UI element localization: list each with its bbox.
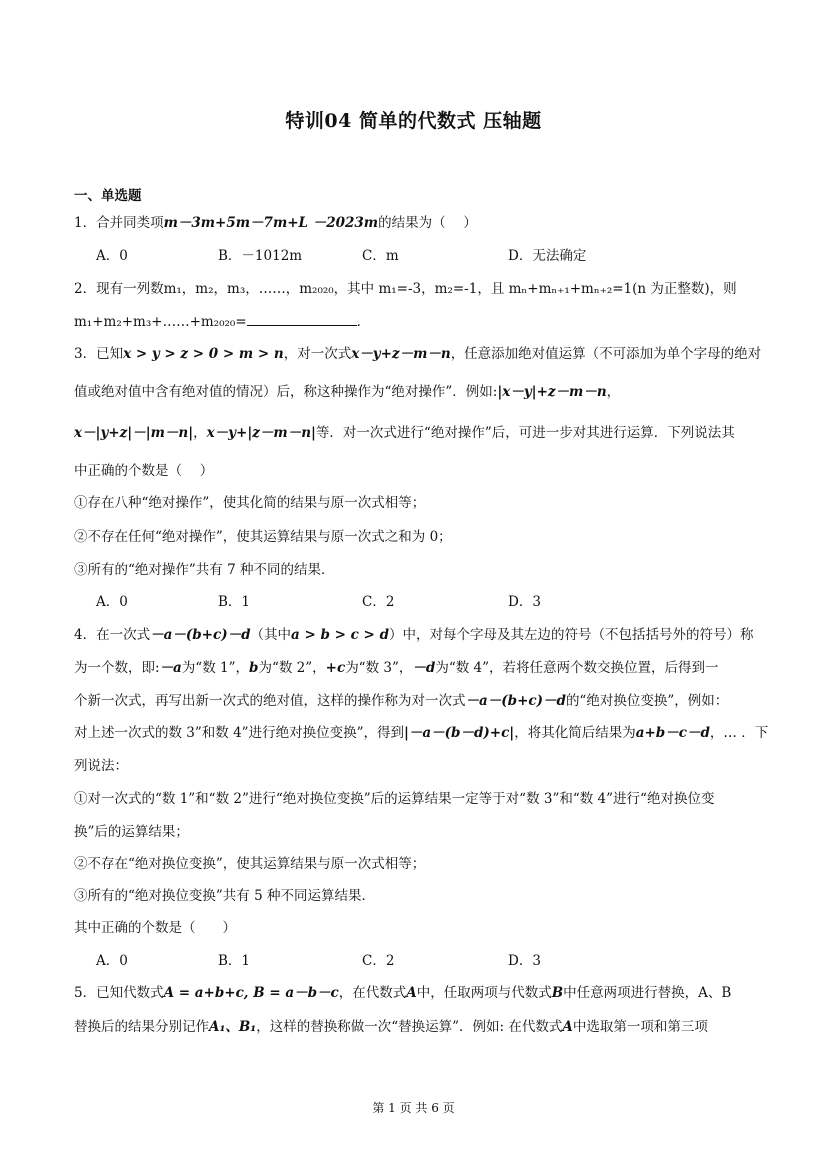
question-3-line-3: x－|y+z|－|m－n|，x－y+|z－m－n|等．对一次式进行“绝对操作”后，可进一步对其进行运算．下列说法其 bbox=[74, 425, 735, 441]
math-expression: －a－(b+c)－d bbox=[150, 627, 251, 643]
question-4-line-4: 对上述一次式的数 3”和数 4”进行绝对换位变换”，得到|－a－(b－d)+c|，将其化简后结果为a+b－c－d，… ．下 bbox=[74, 725, 769, 741]
statement-2: ②不存在任何“绝对操作”，使其运算结果与原一次式之和为 0； bbox=[74, 529, 452, 545]
statement-1: ①存在八种“绝对操作”，使其化简的结果与原一次式相等； bbox=[74, 495, 426, 511]
math-example: x－y+|z－m－n| bbox=[206, 425, 316, 441]
question-5-line-1: 5．已知代数式A = a+b+c, B = a－b－c，在代数式A中，任取两项与代数式B中任意两项进行替换，A、B bbox=[74, 985, 732, 1001]
option-d: D．3 bbox=[508, 594, 541, 610]
section-heading: 一、单选题 bbox=[74, 188, 142, 204]
math-expression: x－y+z－m－n bbox=[351, 346, 451, 362]
question-4-line-1: 4．在一次式－a－(b+c)－d（其中a > b > c > d）中，对每个字母及其左边的符号（不包括括号外的符号）称 bbox=[74, 627, 754, 643]
option-c: C．2 bbox=[362, 953, 395, 969]
math-condition: x > y > z > 0 > m > n bbox=[123, 346, 284, 362]
page-footer: 第 1 页 共 6 页 bbox=[372, 1101, 455, 1115]
option-b: B．－1012m bbox=[218, 248, 303, 264]
math-example: |x－y|+z－m－n bbox=[497, 384, 607, 400]
question-4-line-5: 列说法： bbox=[74, 758, 128, 774]
math-definition: A = a+b+c, B = a－b－c bbox=[163, 985, 339, 1001]
question-3-line-1: 3．已知x > y > z > 0 > m > n，对一次式x－y+z－m－n，任意添加绝对值运算（不可添加为单个字母的绝对 bbox=[74, 346, 762, 362]
option-c: C．2 bbox=[362, 594, 395, 610]
option-c: C．m bbox=[362, 248, 399, 264]
statement-3: ③所有的“绝对换位变换”共有 5 种不同运算结果． bbox=[74, 888, 375, 904]
option-d: D．无法确定 bbox=[508, 248, 587, 264]
page-title: 特训04 简单的代数式 压轴题 bbox=[285, 110, 542, 132]
question-1-stem: 1．合并同类项m－3m+5m－7m+L －2023m的结果为（ ） bbox=[74, 215, 477, 231]
option-b: B．1 bbox=[218, 594, 251, 610]
question-5-line-2: 替换后的结果分别记作A₁、B₁，这样的替换称做一次“替换运算”．例如: 在代数式A中选取第一项和第三项 bbox=[74, 1019, 708, 1035]
answer-blank bbox=[247, 311, 357, 326]
question-4-line-2: 为一个数，即:－a为“数 1”，b为“数 2”，+c为“数 3”，－d为“数 4”，若将任意两个数交换位置，后得到一 bbox=[74, 660, 719, 676]
option-a: A．0 bbox=[96, 248, 128, 264]
question-4-prompt: 其中正确的个数是（ ） bbox=[74, 920, 236, 936]
option-a: A．0 bbox=[96, 594, 128, 610]
option-a: A．0 bbox=[96, 953, 128, 969]
statement-2: ②不存在“绝对换位变换”，使其运算结果与原一次式相等； bbox=[74, 856, 426, 872]
option-d: D．3 bbox=[508, 953, 541, 969]
question-2-line-2: m₁+m₂+m₃+……+m₂₀₂₀= ． bbox=[74, 311, 757, 333]
statement-3: ③所有的“绝对操作”共有 7 种不同的结果． bbox=[74, 562, 335, 578]
statement-1b: 换”后的运算结果； bbox=[74, 824, 189, 840]
math-expression: m－3m+5m－7m+L －2023m bbox=[163, 215, 379, 231]
question-3-line-2: 值或绝对值中含有绝对值的情况）后，称这种操作为“绝对操作”．例如:|x－y|+z－m－n， bbox=[74, 384, 621, 400]
question-4-line-3: 个新一次式，再写出新一次式的绝对值，这样的操作称为对一次式－a－(b+c)－d的“绝对换位变换”，例如： bbox=[74, 693, 729, 709]
math-condition: a > b > c > d bbox=[291, 627, 390, 643]
math-example: x－|y+z|－|m－n| bbox=[74, 425, 194, 441]
question-3-line-4: 中正确的个数是（ ） bbox=[74, 463, 214, 479]
option-b: B．1 bbox=[218, 953, 251, 969]
statement-1a: ①对一次式的“数 1”和“数 2”进行“绝对换位变换”后的运算结果一定等于对“数 3”和“数 4”进行“绝对换位变 bbox=[74, 791, 715, 807]
question-2-line-1: 2．现有一列数m₁，m₂，m₃，……，m₂₀₂₀，其中 m₁=-3，m₂=-1，且 mₙ+mₙ₊₁+mₙ₊₂=1(n 为正整数)，则 bbox=[74, 281, 737, 297]
